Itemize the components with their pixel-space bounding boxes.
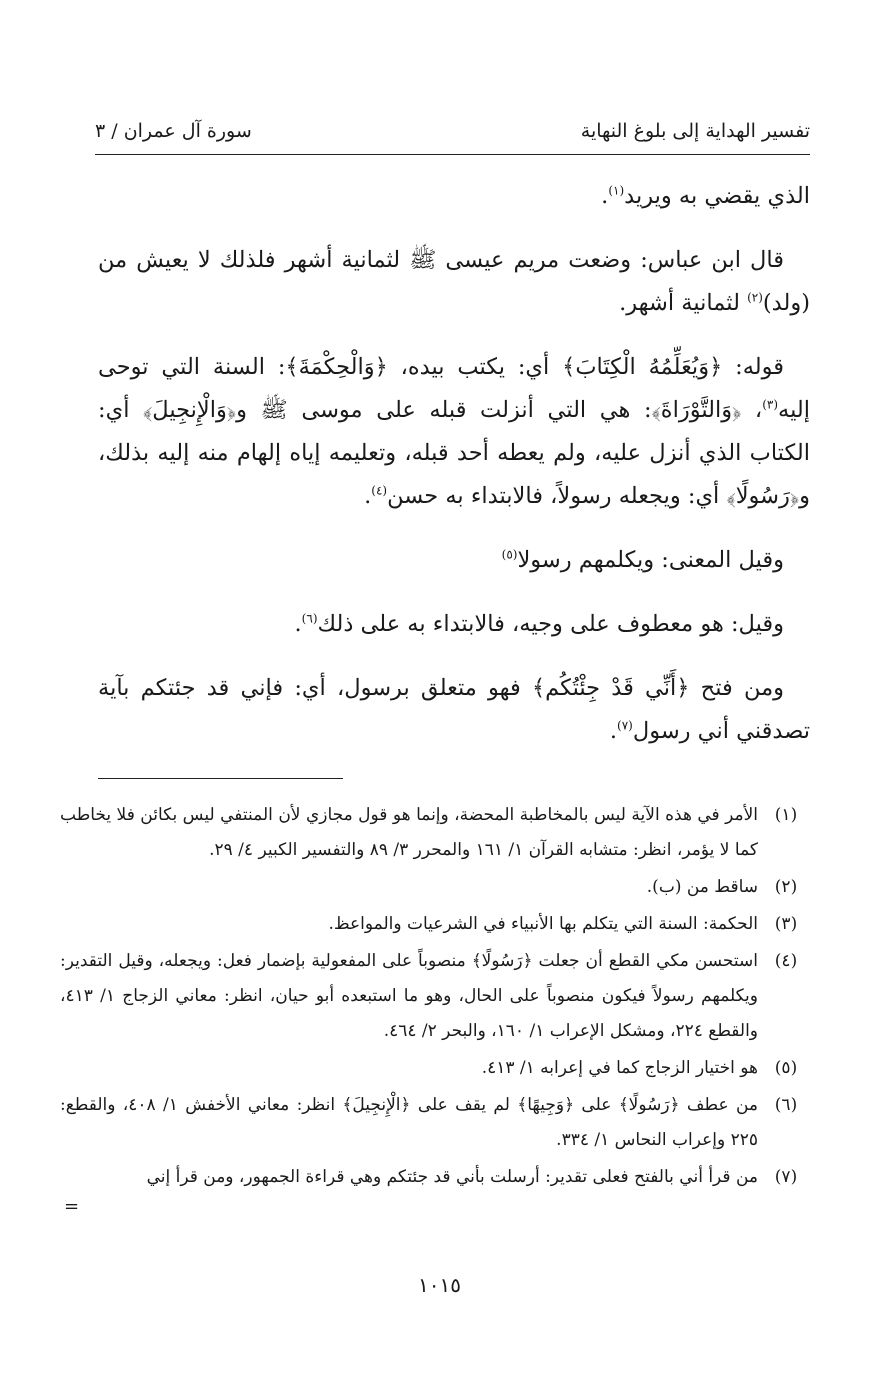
paragraph-text: الذي يقضي به ويريد (624, 183, 810, 209)
footnote-text: ساقط من (ب). (646, 877, 758, 897)
footnote-number: (٥) (774, 1058, 798, 1078)
punctuation: . (294, 611, 302, 637)
surah-page-label: سورة آل عمران / ٣ (95, 120, 252, 142)
page-number: ١٠١٥ (418, 1273, 461, 1297)
book-title: تفسير الهداية إلى بلوغ النهاية (580, 120, 810, 142)
paragraph-text: ومن فتح ﴿أَنِّي قَدْ جِئْتُكُم﴾ فهو متعلق برسول، أي: فإني قد جئتكم بآية تصدقني أني رسول (98, 675, 810, 744)
paragraph-2 (98, 239, 810, 325)
paragraph-6 (98, 667, 810, 753)
footnote-number: (٤) (774, 951, 798, 971)
footnote (60, 1088, 814, 1158)
footnote-number: (١) (774, 805, 798, 825)
footnote-ref: (٧) (617, 718, 633, 733)
footnote-ref: (٢) (747, 290, 763, 305)
footnote-ref: (٦) (301, 611, 318, 626)
footnote-ref: (٥) (501, 547, 518, 562)
footnote-number: (٢) (774, 877, 798, 897)
running-header (95, 118, 810, 155)
footnote-text: من قرأ أني بالفتح فعلى تقدير: أرسلت بأني قد جئتكم وهي قراءة الجمهور، ومن قرأ إني (146, 1167, 758, 1187)
footnote-ref: (٤) (371, 483, 388, 498)
punctuation: . (601, 183, 609, 209)
footnote-text: استحسن مكي القطع أن جعلت ﴿رَسُولًا﴾ منصوباً على المفعولية بإضمار فعل: ويجعله، وقيل التقدير: ويكلمهم رسولاً فيكون منصوباً على الحال، وهو ما استبعده أبو حيان، انظر: معاني الزجاج ١/ ٤١٣، والقطع ٢٢٤، ومشكل الإعراب ١/ ١٦٠، والبحر ٢/ ٤٦٤. (60, 951, 758, 1041)
paragraph-text: قال ابن عباس: وضعت مريم عيسى ﷺ لثمانية أشهر فلذلك لا يعيش من (ولد) (98, 247, 810, 316)
footnote-ref: (٣) (762, 397, 779, 412)
paragraph-4 (98, 539, 810, 582)
footnote (60, 907, 814, 942)
paragraph-1 (98, 175, 810, 218)
footnote (60, 1160, 814, 1195)
paragraph-5 (98, 603, 810, 646)
paragraph-text: لثمانية أشهر. (619, 290, 748, 316)
footnote (60, 944, 814, 1049)
footnote-text: الحكمة: السنة التي يتكلم بها الأنبياء في الشرعيات والمواعظ. (328, 914, 758, 934)
footnote-text: هو اختيار الزجاج كما في إعرابه ١/ ٤١٣. (481, 1058, 758, 1078)
paragraph-text: وقيل: هو معطوف على وجيه، فالابتداء به على ذلك (317, 611, 784, 637)
punctuation: . (364, 483, 372, 509)
footnote-ref: (١) (608, 183, 625, 198)
footnote-divider (98, 778, 343, 779)
footnote-number: (٣) (774, 914, 798, 934)
footnote-text: الأمر في هذه الآية ليس بالمخاطبة المحضة، وإنما هو قول مجازي لأن المنتفي ليس بكائن فلا يخاطب كما لا يؤمر، انظر: متشابه القرآن ١/ ١٦١ والمحرر ٣/ ٨٩ والتفسير الكبير ٤/ ٢٩. (60, 805, 758, 860)
main-text (98, 175, 810, 774)
continuation-mark: = (64, 1196, 80, 1217)
footnotes (60, 798, 814, 1197)
footnote-number: (٦) (774, 1095, 798, 1115)
paragraph-text: ، ﴿وَالتَّوْرَاةَ﴾: هي التي أنزلت قبله على موسى ﷺ و﴿وَالْإِنجِيلَ﴾ أي: الكتاب الذي أنزل عليه، ولم يعطه أحد قبله، وتعليمه إياه إلهام منه إليه بذلك، و﴿رَسُولًا﴾ أي: ويجعله رسولاً، فالابتداء به حسن (98, 397, 810, 509)
footnote-number: (٧) (774, 1167, 798, 1187)
footnote (60, 1051, 814, 1086)
punctuation: . (609, 718, 618, 744)
footnote (60, 870, 814, 905)
paragraph-3 (98, 346, 810, 518)
paragraph-text: وقيل المعنى: ويكلمهم رسولا (517, 547, 784, 573)
paragraph-text: قوله: ﴿وَيُعَلِّمُهُ الْكِتَابَ﴾ أي: يكتب بيده، ﴿وَالْحِكْمَةَ﴾: السنة التي توحى إليه (98, 354, 810, 423)
footnote-text: من عطف ﴿رَسُولًا﴾ على ﴿وَجِيهًا﴾ لم يقف على ﴿الْإِنجِيلَ﴾ انظر: معاني الأخفش ١/ ٤٠٨، والقطع: ٢٢٥ وإعراب النحاس ١/ ٣٣٤. (60, 1095, 758, 1150)
footnote (60, 798, 814, 868)
